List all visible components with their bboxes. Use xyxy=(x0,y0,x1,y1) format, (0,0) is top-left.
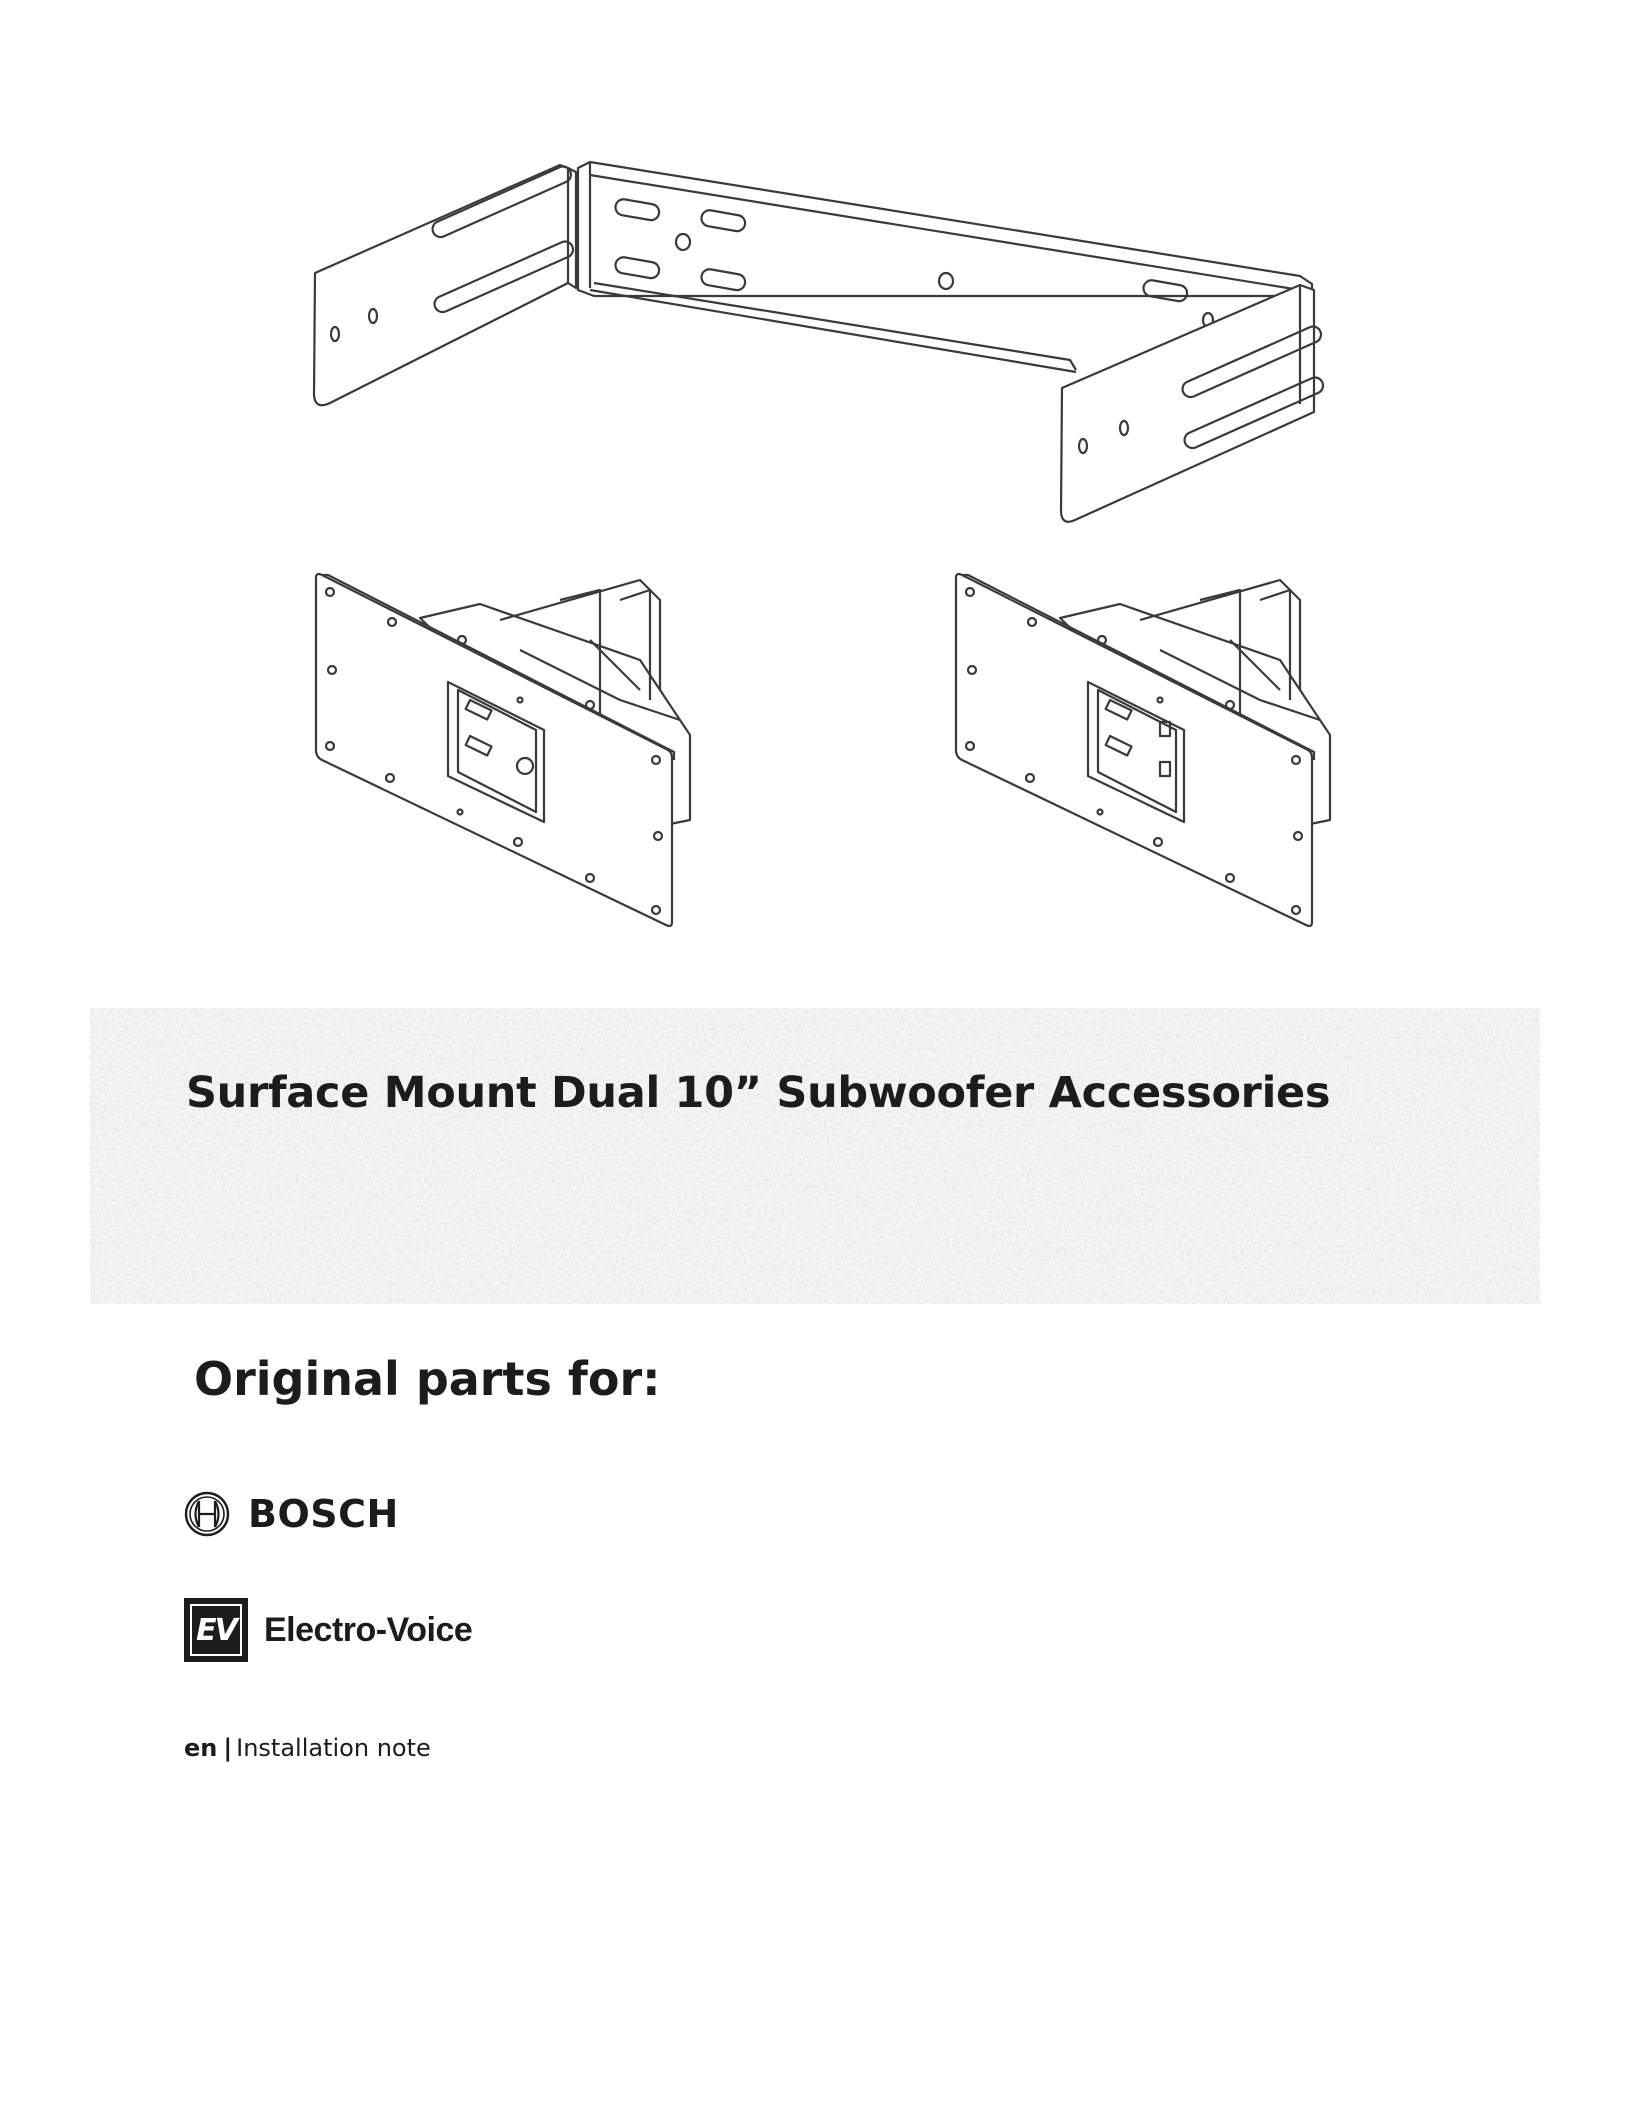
electro-voice-brand xyxy=(184,1594,472,1666)
u-bracket-illustration xyxy=(314,162,1326,522)
banner-texture xyxy=(90,1008,1540,1304)
document-title: Surface Mount Dual 10” Subwoofer Accessories xyxy=(186,1068,1331,1118)
language-code: en xyxy=(184,1734,218,1762)
document-language-note xyxy=(184,1734,431,1762)
title-banner xyxy=(90,1008,1540,1304)
bosch-wordmark: BOSCH xyxy=(248,1492,399,1536)
document-type: Installation note xyxy=(236,1734,431,1762)
mounting-plate-left-illustration xyxy=(316,574,690,926)
separator: | xyxy=(223,1734,233,1762)
product-illustrations xyxy=(0,0,1632,1000)
electro-voice-wordmark: Electro-Voice xyxy=(264,1610,473,1649)
mounting-plate-right-illustration xyxy=(956,574,1330,926)
original-parts-heading: Original parts for: xyxy=(194,1352,661,1406)
bosch-armature-logo-icon xyxy=(184,1491,230,1537)
bosch-brand xyxy=(184,1486,399,1542)
ev-logo-icon: EV xyxy=(184,1598,248,1662)
